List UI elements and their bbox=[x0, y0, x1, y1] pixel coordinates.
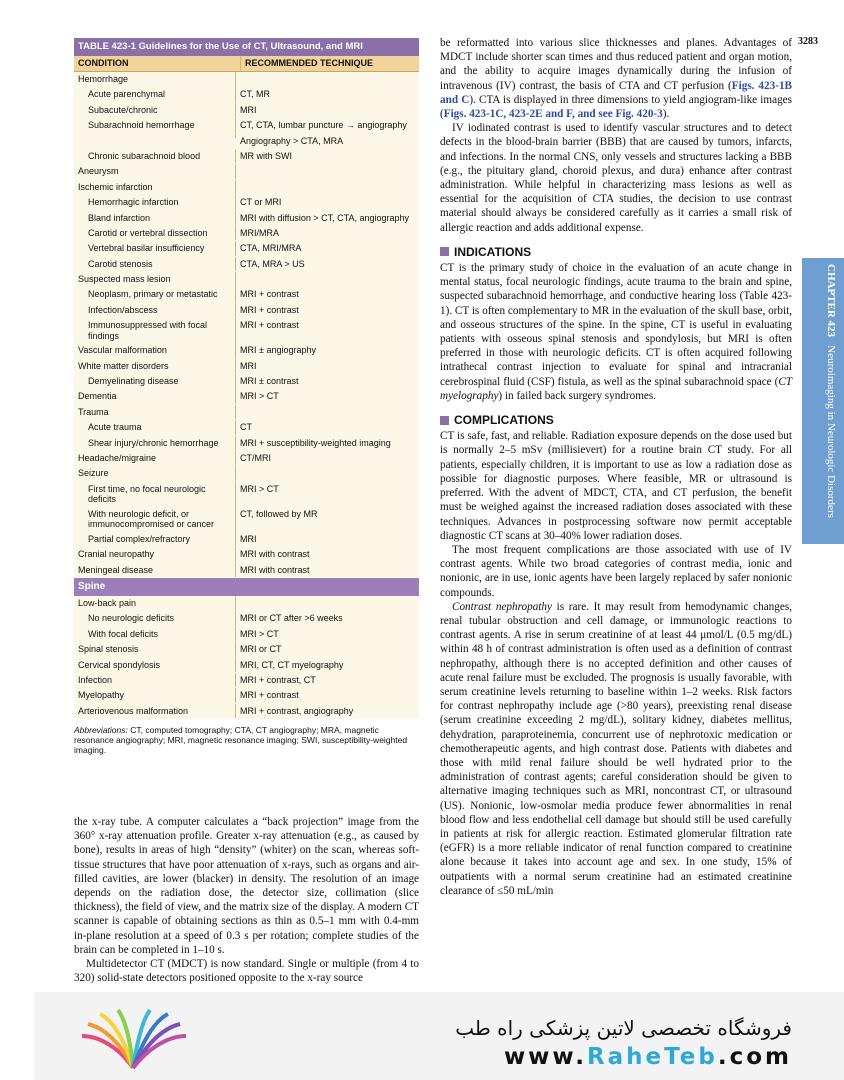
technique-cell: MRI + contrast, angiography bbox=[240, 705, 354, 716]
table-row bbox=[74, 704, 419, 719]
condition-cell: Headache/migraine bbox=[74, 451, 236, 466]
figure-link[interactable]: Figs. 423-1B and C bbox=[440, 79, 792, 106]
condition-cell: Infection/abscess bbox=[74, 303, 236, 318]
table-abbreviations bbox=[74, 725, 419, 755]
condition-cell: Low-back pain bbox=[74, 596, 236, 611]
complications-paragraph-2: The most frequent complications are those associated with use of IV contrast agents. While two broad categories of contrast media, ionic and nonionic, are in use, ionic agents have been largely replaced by safer nonionic compounds. bbox=[440, 543, 792, 599]
complications-heading bbox=[440, 413, 792, 427]
table-section-spine: Spine bbox=[74, 578, 419, 596]
technique-cell bbox=[236, 405, 419, 409]
technique-cell: MRI > CT bbox=[240, 391, 279, 402]
table-row bbox=[74, 627, 419, 642]
table-row bbox=[74, 241, 419, 256]
technique-cell: MRI + susceptibility-weighted imaging bbox=[240, 437, 391, 448]
table-row bbox=[74, 466, 419, 481]
condition-cell: Seizure bbox=[74, 466, 236, 481]
table-row bbox=[74, 436, 419, 451]
condition-cell: Vertebral basilar insufficiency bbox=[74, 241, 236, 256]
condition-cell: Hemorrhagic infarction bbox=[74, 195, 236, 210]
header-condition: CONDITION bbox=[74, 56, 241, 71]
url-suffix: .com bbox=[717, 1044, 792, 1070]
table-row bbox=[74, 507, 419, 532]
table-row bbox=[74, 343, 419, 358]
technique-cell: CT or MRI bbox=[240, 197, 282, 208]
heading-marker-icon bbox=[440, 416, 449, 425]
condition-cell: Shear injury/chronic hemorrhage bbox=[74, 436, 236, 451]
heading-marker-icon bbox=[440, 247, 449, 256]
condition-cell: Acute parenchymal bbox=[74, 87, 236, 102]
table-row bbox=[74, 359, 419, 374]
technique-cell bbox=[236, 72, 419, 76]
table-row bbox=[74, 658, 419, 673]
technique-cell: MRI > CT bbox=[240, 483, 279, 494]
table-body bbox=[74, 72, 419, 719]
condition-cell: Aneurysm bbox=[74, 164, 236, 179]
technique-cell: MRI/MRA bbox=[240, 227, 279, 238]
table-row bbox=[74, 164, 419, 179]
condition-cell: Infection bbox=[74, 673, 236, 688]
condition-cell: Carotid stenosis bbox=[74, 257, 236, 272]
technique-cell: MRI + contrast bbox=[240, 304, 299, 315]
chapter-number: CHAPTER 423 bbox=[825, 264, 837, 338]
table-row bbox=[74, 195, 419, 210]
technique-cell: MRI bbox=[240, 533, 257, 544]
technique-cell: MRI bbox=[240, 104, 257, 115]
text-span: be reformatted into various slice thicknesses and planes. Advantages of MDCT include shorter scan times and thus reduced patient and organ motion, and the ability to acquire images dynamically during the infusion of intravenous (IV) contrast, the basis of CTA and CT perfusion ( bbox=[440, 37, 792, 92]
url-prefix: www. bbox=[503, 1044, 587, 1070]
technique-cell: Angiography > CTA, MRA bbox=[240, 135, 344, 146]
condition-cell: Spinal stenosis bbox=[74, 642, 236, 657]
table-row bbox=[74, 257, 419, 272]
table-row bbox=[74, 451, 419, 466]
condition-cell: Cervical spondylosis bbox=[74, 658, 236, 673]
condition-cell: Bland infarction bbox=[74, 211, 236, 226]
condition-cell: Immunosuppressed with focal findings bbox=[74, 318, 236, 343]
technique-cell bbox=[236, 596, 419, 600]
figure-link[interactable]: Figs. 423-1C, 423-2E and F, and see Fig. 420-3 bbox=[443, 108, 663, 121]
table-row bbox=[74, 226, 419, 241]
table-row bbox=[74, 118, 419, 133]
left-text-column bbox=[74, 815, 419, 985]
condition-cell: Neoplasm, primary or metastatic bbox=[74, 287, 236, 302]
technique-cell: CTA, MRA > US bbox=[240, 258, 305, 269]
condition-cell: Chronic subarachnoid blood bbox=[74, 149, 236, 164]
emphasis: Contrast nephropathy bbox=[452, 600, 552, 613]
technique-cell: CTA, MRI/MRA bbox=[240, 243, 302, 254]
table-row bbox=[74, 149, 419, 164]
right-paragraph-1 bbox=[440, 36, 792, 121]
header-technique: RECOMMENDED TECHNIQUE bbox=[245, 58, 374, 68]
table-row bbox=[74, 482, 419, 507]
condition-cell: Ischemic infarction bbox=[74, 180, 236, 195]
technique-cell: MRI + contrast, CT bbox=[240, 674, 316, 685]
condition-cell: Subarachnoid hemorrhage bbox=[74, 118, 236, 133]
table-row bbox=[74, 642, 419, 657]
technique-cell bbox=[236, 272, 419, 276]
condition-cell: Trauma bbox=[74, 405, 236, 420]
table-row bbox=[74, 389, 419, 404]
technique-cell: MRI with contrast bbox=[240, 564, 310, 575]
table-header bbox=[74, 56, 419, 72]
technique-cell: CT, CTA, lumbar puncture → angiography bbox=[240, 120, 407, 131]
left-paragraph-1: the x-ray tube. A computer calculates a “back projection” image from the 360° x-ray attenuation profile. Greater x-ray attenuation (e.g., as caused by bone), results in areas of high “density” (whiter) on the scan, whereas soft-tissue structures that have poor attenuation of x-rays, such as organs and air-filled cavities, are lower (blacker) in density. The resolution of an image depends on the radiation dose, the detector size, collimation (slice thickness), the field of view, and the matrix size of the display. A modern CT scanner is capable of obtaining sections as thin as 0.5–1 mm with 0.4-mm in-plane resolution at a speed of 0.3 s per rotation; complete studies of the brain can be completed in 1–10 s. bbox=[74, 816, 419, 956]
store-url bbox=[452, 1044, 792, 1070]
page-number: 3283 bbox=[798, 36, 818, 47]
store-name: فروشگاه تخصصی لاتین پزشکی راه طب bbox=[455, 1016, 792, 1040]
technique-cell: MRI ± angiography bbox=[240, 345, 316, 356]
chapter-tab-text bbox=[825, 264, 837, 518]
table-row bbox=[74, 547, 419, 562]
text-span: ) in failed back surgery syndromes. bbox=[498, 389, 657, 402]
technique-cell: MRI + contrast bbox=[240, 289, 299, 300]
technique-cell: CT, followed by MR bbox=[240, 508, 318, 519]
technique-cell: CT/MRI bbox=[240, 452, 271, 463]
right-paragraph-2: IV iodinated contrast is used to identify vascular structures and to detect defects in the blood-brain barrier (BBB) that are caused by tumors, infarcts, and infections. In the normal CNS, only vessels and structures lacking a BBB (e.g., the pituitary gland, choroid plexus, and dura) enhance after contrast administration. While helpful in characterizing mass lesions as well as essential for the acquisition of CTA studies, the decision to use contrast material should always be considered carefully as it carries a small risk of allergic reaction and adds additional expense. bbox=[440, 122, 792, 234]
condition-cell: Subacute/chronic bbox=[74, 103, 236, 118]
indications-heading bbox=[440, 245, 792, 259]
table-row bbox=[74, 374, 419, 389]
text-span: ). CTA is displayed in three dimensions to yield angiogram-like images ( bbox=[440, 93, 792, 121]
text-span: ). bbox=[662, 108, 670, 121]
technique-cell: MR with SWI bbox=[240, 150, 293, 161]
condition-cell: Hemorrhage bbox=[74, 72, 236, 87]
technique-cell: CT bbox=[240, 422, 252, 433]
technique-cell: CT, MR bbox=[240, 89, 270, 100]
condition-cell: Vascular malformation bbox=[74, 343, 236, 358]
table-row bbox=[74, 563, 419, 578]
technique-cell: MRI + contrast bbox=[240, 690, 299, 701]
table-row bbox=[74, 688, 419, 703]
condition-cell: With focal deficits bbox=[74, 627, 236, 642]
condition-cell: Carotid or vertebral dissection bbox=[74, 226, 236, 241]
condition-cell: Dementia bbox=[74, 389, 236, 404]
text-span: CT is the primary study of choice in the evaluation of an acute change in mental status, focal neurologic findings, acute trauma to the brain and spine, suspected subarachnoid hemorrhage, and conductive hearing loss (Table 423-1). CT is often complementary to MR in the evaluation of the skull base, orbit, and osseous structures of the spine. In the spine, CT is useful in evaluating patients with osseous spinal stenosis and spondylosis, but MRI is often preferred in those with neurologic deficits. CT is often acquired following intrathecal contrast injection to evaluate for spinal and intracranial cerebrospinal fluid (CSF) fistula, as well as the spinal subarachnoid space ( bbox=[440, 262, 792, 388]
table-row bbox=[74, 532, 419, 547]
book-logo-icon bbox=[78, 1006, 188, 1076]
table-row bbox=[74, 596, 419, 611]
technique-cell bbox=[236, 164, 419, 168]
technique-cell: MRI ± contrast bbox=[240, 376, 299, 387]
technique-cell: MRI bbox=[240, 360, 257, 371]
table-row bbox=[74, 87, 419, 102]
emphasis: CT myelography bbox=[440, 375, 792, 402]
url-brand: RaheTeb bbox=[586, 1044, 718, 1070]
table-row bbox=[74, 103, 419, 118]
table-row bbox=[74, 611, 419, 626]
condition-cell: First time, no focal neurologic deficits bbox=[74, 482, 236, 507]
chapter-tab bbox=[802, 258, 844, 544]
abbr-label: Abbreviations: bbox=[74, 725, 128, 736]
condition-cell: Partial complex/refractory bbox=[74, 532, 236, 547]
heading-text: INDICATIONS bbox=[454, 244, 532, 259]
table-row bbox=[74, 180, 419, 195]
table-row bbox=[74, 72, 419, 87]
technique-cell: MRI or CT after >6 weeks bbox=[240, 613, 343, 624]
condition-cell: No neurologic deficits bbox=[74, 611, 236, 626]
technique-cell: MRI with contrast bbox=[240, 549, 310, 560]
table-title: TABLE 423-1 Guidelines for the Use of CT, Ultrasound, and MRI bbox=[74, 38, 419, 56]
condition-cell: Meningeal disease bbox=[74, 563, 236, 578]
technique-cell bbox=[236, 180, 419, 184]
condition-cell: Arteriovenous malformation bbox=[74, 704, 236, 719]
text-span: is rare. It may result from hemodynamic changes, renal tubular obstruction and cell damage, or immunologic reactions to contrast agents. A rise in serum creatinine of at least 44 μmol/L (0.5 mg/dL) within 48 h of contrast administration is often used as a definition of contrast nephropathy, although there is no accepted definition and other causes of acute renal failure must be excluded. The prognosis is usually favorable, with serum creatinine levels returning to baseline within 1–2 weeks. Risk factors for contrast nephropathy include age (>80 years), preexisting renal disease (serum creatinine exceeding 2 mg/dL), solitary kidney, diabetes mellitus, dehydration, paraproteinemia, concurrent use of nephrotoxic medication or chemotherapeutic agents, and high contrast dose. Patients with diabetes and those with mild renal failure should be well hydrated prior to the administration of contrast agents; careful consideration should be given to alternative imaging techniques such as MRI, noncontrast CT, or ultrasound (US). Nonionic, low-osmolar media produce fewer abnormalities in renal blood flow and less endothelial cell damage but should still be used carefully in patients at risk for allergic reaction. Estimated glomerular filtration rate (eGFR) is a more reliable indicator of renal function compared to creatinine alone because it takes into account age and sex. In one study, 15% of outpatients with a normal serum creatinine had an estimated creatinine clearance of ≤50 mL/min bbox=[440, 600, 792, 897]
guidelines-table bbox=[74, 38, 419, 755]
condition-cell: Suspected mass lesion bbox=[74, 272, 236, 287]
table-row bbox=[74, 211, 419, 226]
table-row bbox=[74, 420, 419, 435]
indications-paragraph bbox=[440, 261, 792, 403]
contrast-nephropathy-paragraph bbox=[440, 600, 792, 898]
table-row bbox=[74, 287, 419, 302]
technique-cell: MRI or CT bbox=[240, 644, 282, 655]
condition-cell: White matter disorders bbox=[74, 359, 236, 374]
table-row bbox=[74, 134, 419, 149]
condition-cell: With neurologic deficit, or immunocompromised or cancer bbox=[74, 507, 236, 532]
table-row bbox=[74, 272, 419, 287]
technique-cell: MRI + contrast bbox=[240, 320, 299, 331]
complications-paragraph-1: CT is safe, fast, and reliable. Radiation exposure depends on the dose used but is normally 2–5 mSv (millisievert) for a routine brain CT study. For all patients, especially children, it is important to use as low a radiation dose as possible for diagnostic purposes. Where feasible, MR or ultrasound is preferred. With the advent of MDCT, CTA, and CT perfusion, the benefit must be weighed against the increased radiation doses associated with these techniques. Advances in postprocessing software now permit acceptable diagnostic CT scans at 30–40% lower radiation doses. bbox=[440, 430, 792, 542]
table-row bbox=[74, 673, 419, 688]
abbr-text: CT, computed tomography; CTA, CT angiography; MRA, magnetic resonance angiography; MRI, magnetic resonance imaging; SWI, susceptibility-weighted imaging. bbox=[74, 725, 408, 756]
condition-cell: Cranial neuropathy bbox=[74, 547, 236, 562]
condition-cell: Myelopathy bbox=[74, 688, 236, 703]
heading-text: COMPLICATIONS bbox=[454, 413, 554, 428]
table-row bbox=[74, 405, 419, 420]
condition-cell: Demyelinating disease bbox=[74, 374, 236, 389]
left-paragraph-2: Multidetector CT (MDCT) is now standard. Single or multiple (from 4 to 320) solid-state detectors positioned opposite to the x-ray source bbox=[74, 958, 419, 985]
table-row bbox=[74, 303, 419, 318]
technique-cell: MRI with diffusion > CT, CTA, angiography bbox=[240, 212, 409, 223]
technique-cell bbox=[236, 466, 419, 470]
chapter-title: Neuroimaging in Neurologic Disorders bbox=[825, 345, 837, 518]
condition-cell: Acute trauma bbox=[74, 420, 236, 435]
technique-cell: MRI > CT bbox=[240, 628, 279, 639]
condition-cell bbox=[74, 134, 236, 138]
technique-cell: MRI, CT, CT myelography bbox=[240, 659, 344, 670]
right-text-column bbox=[440, 36, 792, 898]
table-row bbox=[74, 318, 419, 343]
